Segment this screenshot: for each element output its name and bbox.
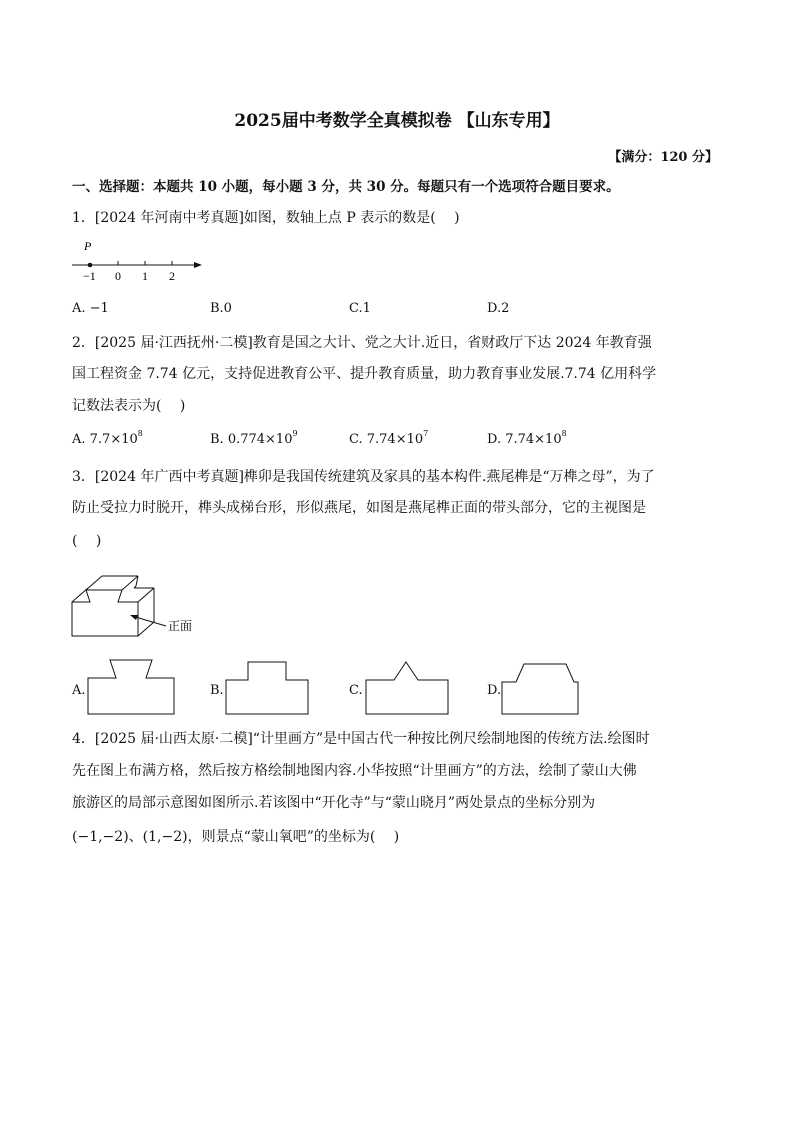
- q3-line-2: 防止受拉力时脱开，榫头成梯台形，形似燕尾，如图是燕尾榫正面的带头部分，它的主视图是: [72, 500, 646, 516]
- q2-line-3: 记数法表示为( ): [72, 398, 186, 414]
- q1-option-a[interactable]: A. −1: [72, 301, 109, 316]
- front-label: 正面: [168, 619, 193, 633]
- q4-line-2: 先在图上布满方格，然后按方格绘制地图内容.小华按照“计里画方”的方法，绘制了蒙山大佛: [72, 763, 637, 779]
- q3-option-c-shape[interactable]: [364, 658, 464, 718]
- point-p: [88, 263, 93, 268]
- number-line-figure: [70, 236, 210, 284]
- q3-option-c[interactable]: C.: [349, 683, 363, 698]
- page-title: 2025届中考数学全真模拟卷 【山东专用】: [234, 111, 560, 131]
- q3-option-b[interactable]: B.: [210, 683, 224, 698]
- q3-option-a[interactable]: A.: [72, 683, 86, 698]
- q4-line-4: (−1,−2)、(1,−2)，则景点“蒙山氧吧”的坐标为( ): [72, 829, 400, 845]
- q2-line-1: 2．[2025 届·江西抚州·二模]教育是国之大计、党之大计.近日，省财政厅下达 2024 年教育强: [72, 335, 652, 351]
- dovetail-solid-figure: [66, 558, 206, 658]
- q2-line-2: 国工程资金 7.74 亿元，支持促进教育公平、提升教育质量，助力教育事业发展.7.74 亿用科学: [72, 366, 657, 382]
- tick-label: 2: [169, 269, 175, 283]
- q3-option-d-shape[interactable]: [500, 658, 600, 718]
- section-heading: 一、选择题：本题共 10 小题，每小题 3 分，共 30 分。每题只有一个选项符合题目要求。: [72, 179, 620, 195]
- q2-option-a[interactable]: A. $7.7\times 10^8$: [72, 429, 143, 447]
- tick-label: 0: [115, 269, 121, 283]
- q4-line-3: 旅游区的局部示意图如图所示.若该图中“开化寺”与“蒙山晓月”两处景点的坐标分别为: [72, 795, 596, 811]
- q3-line-3: ( ): [72, 533, 102, 549]
- q3-option-b-shape[interactable]: [224, 658, 324, 718]
- q2-option-d[interactable]: D. $7.74\times 10^8$: [487, 429, 567, 447]
- q1-option-c[interactable]: C.1: [349, 301, 371, 316]
- q4-line-1: 4．[2025 届·山西太原·二模]“计里画方”是中国古代一种按比例尺绘制地图的传统方法.绘图时: [72, 731, 650, 747]
- q1-option-b[interactable]: B.0: [210, 301, 232, 316]
- q1-stem: 1．[2024 年河南中考真题]如图，数轴上点 P 表示的数是( ): [72, 210, 460, 226]
- score-label: 【满分：120 分】: [608, 150, 718, 165]
- q2-option-c[interactable]: C. $7.74\times 10^7$: [349, 429, 429, 447]
- q3-option-d[interactable]: D.: [487, 683, 502, 698]
- point-p-label: P: [84, 239, 92, 253]
- q1-option-d[interactable]: D.2: [487, 301, 510, 316]
- q3-option-a-shape[interactable]: [86, 658, 186, 718]
- tick-label: 1: [142, 269, 148, 283]
- tick-label: −1: [83, 269, 96, 283]
- q3-line-1: 3．[2024 年广西中考真题]榫卯是我国传统建筑及家具的基本构件.燕尾榫是“万榫之母”，为了: [72, 469, 655, 485]
- q2-option-b[interactable]: B. $0.774\times 10^9$: [210, 429, 298, 447]
